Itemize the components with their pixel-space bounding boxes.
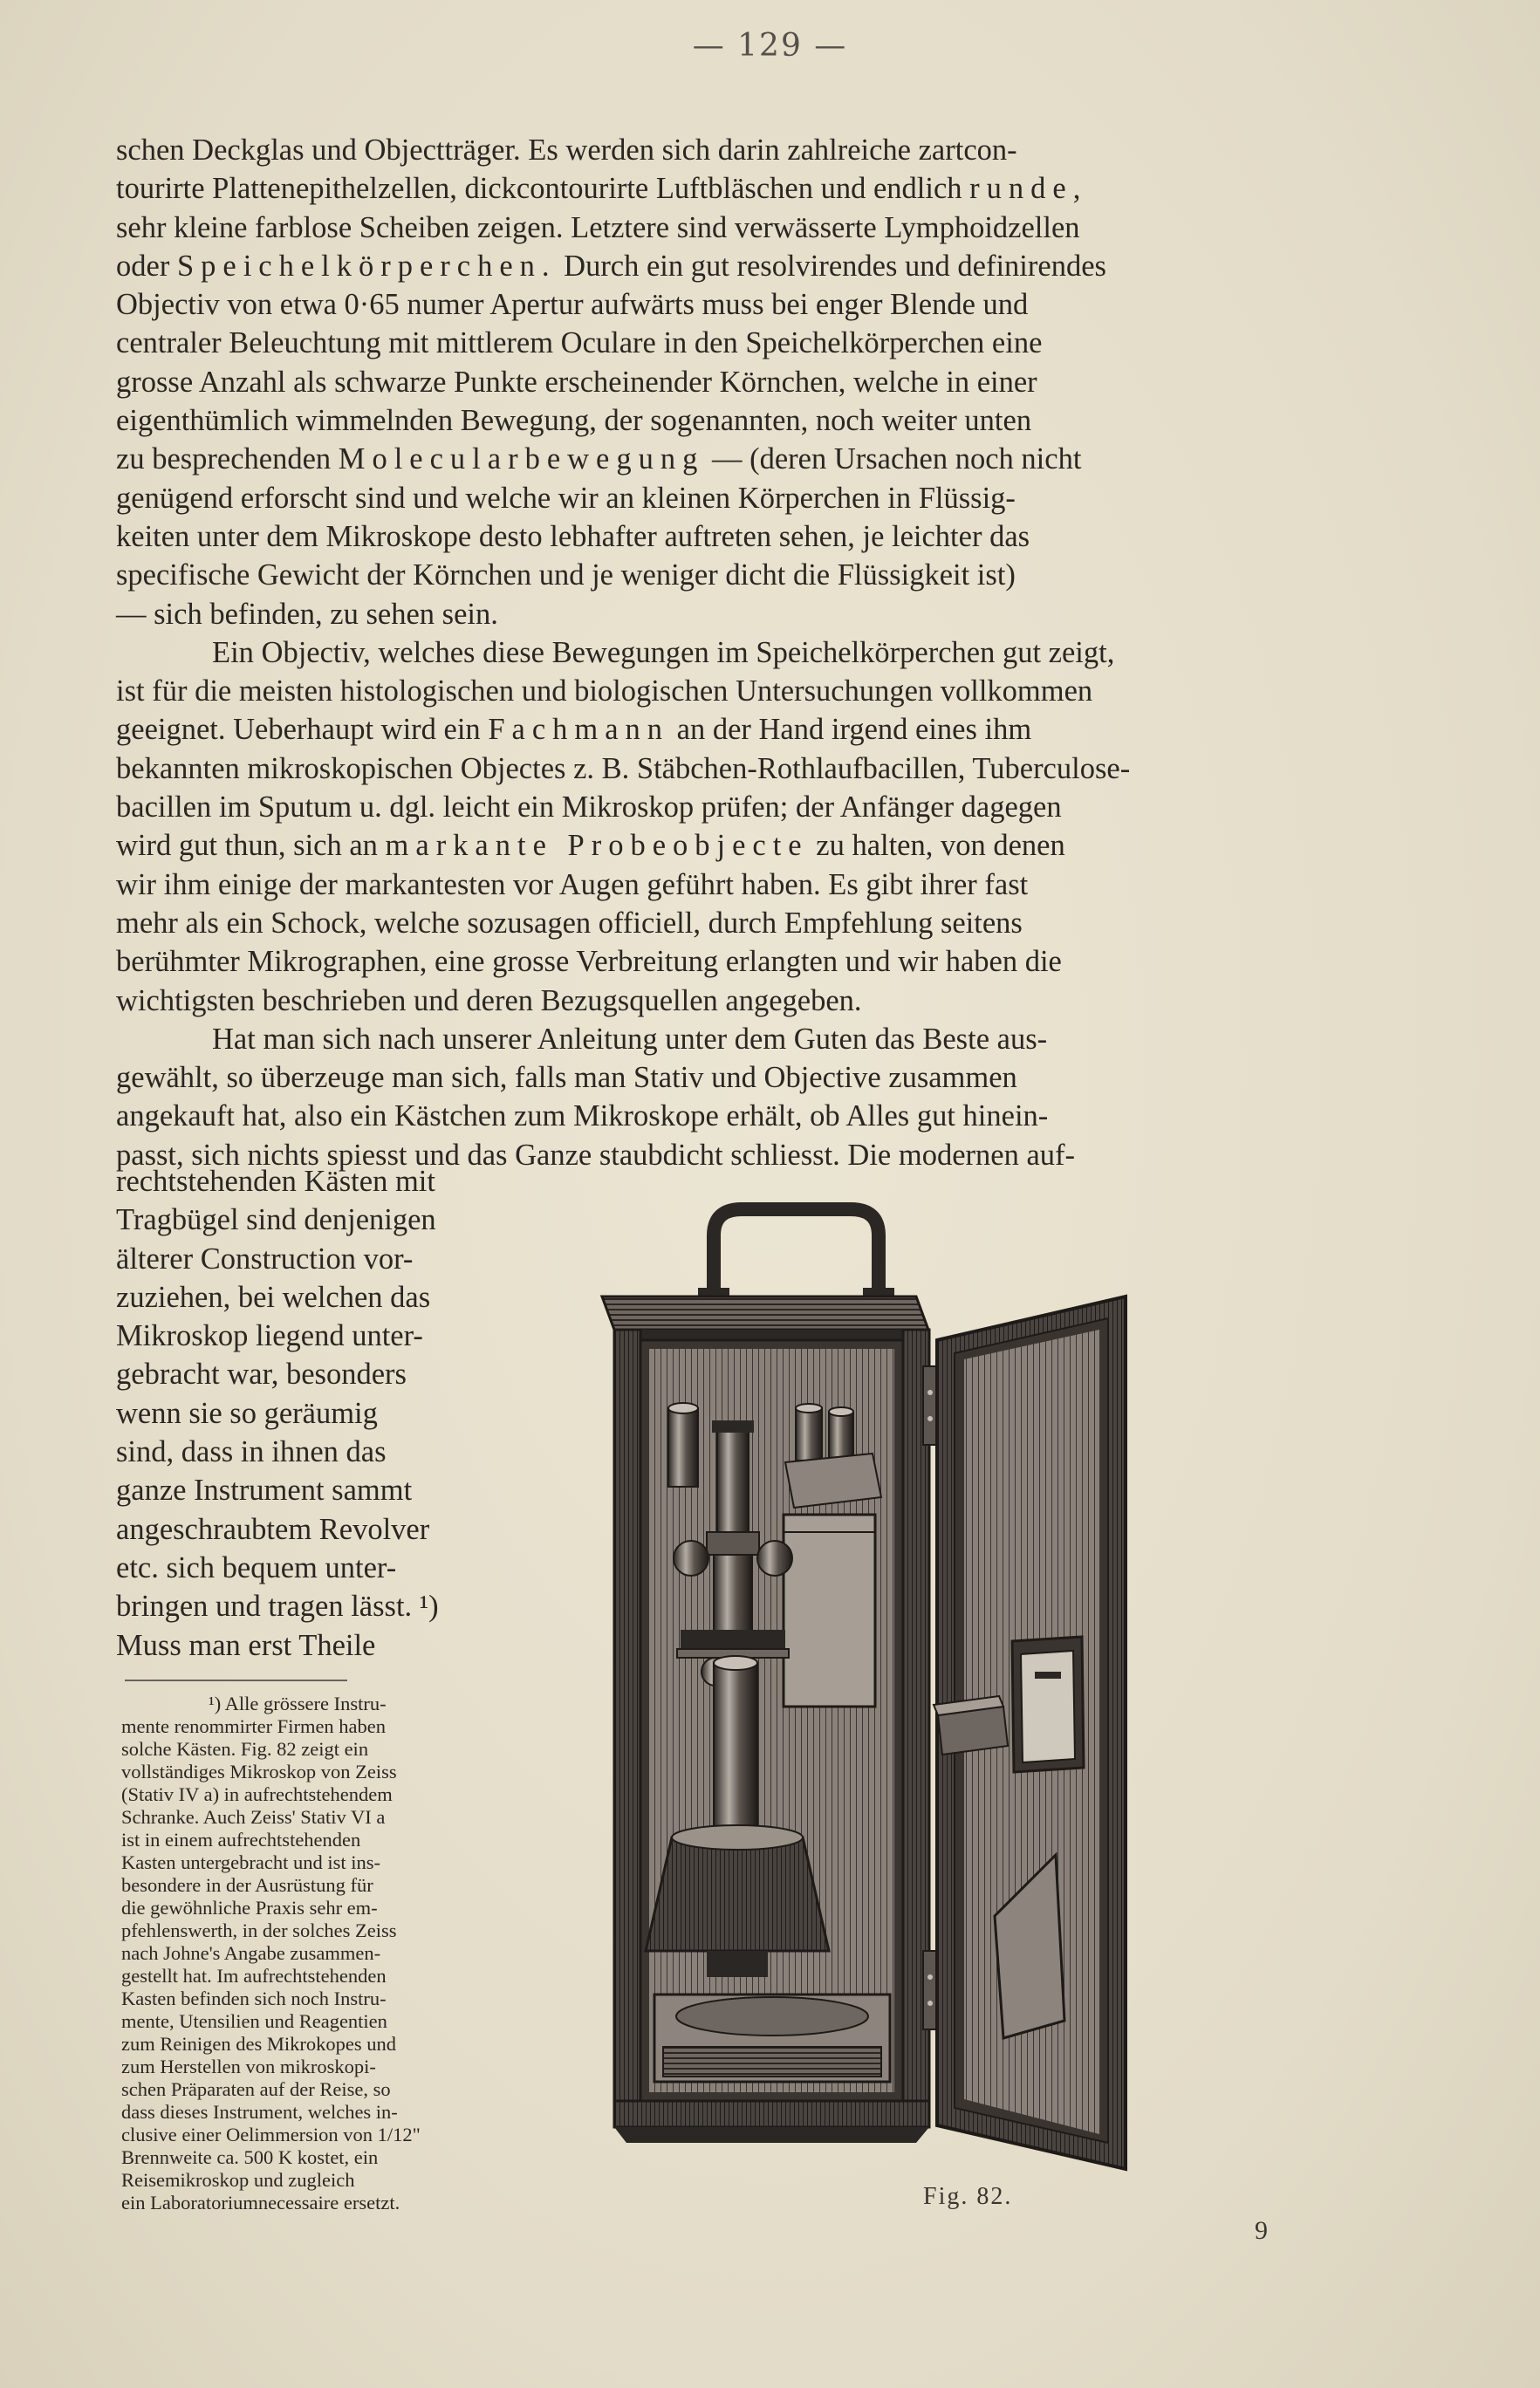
text-line: rechtstehenden Kästen mit [116, 1165, 435, 1198]
text-line: Objectiv von etwa 0·65 numer Apertur aufwärts muss bei enger Blende und [116, 288, 1029, 322]
text-line: centraler Beleuchtung mit mittlerem Oculare in den Speichelkörperchen eine [116, 326, 1043, 360]
footnote-line: ein Laboratoriumnecessaire ersetzt. [121, 2192, 400, 2214]
footnote-line: nach Johne's Angabe zusammen- [121, 1942, 381, 1964]
text-line: zuziehen, bei welchen das [116, 1280, 431, 1314]
text-line: mehr als ein Schock, welche sozusagen officiell, durch Empfehlung seitens [116, 906, 1023, 940]
text-line: wichtigsten beschrieben und deren Bezugsquellen angegeben. [116, 983, 862, 1017]
text-line: keiten unter dem Mikroskope desto lebhafter auftreten sehen, je leichter das [116, 519, 1030, 553]
footnote-line: mente renommirter Firmen haben [121, 1715, 387, 1737]
text-line: geeignet. Ueberhaupt wird ein Fachmann an der Hand irgend eines ihm [116, 713, 1032, 747]
footnote-line: die gewöhnliche Praxis sehr em- [121, 1897, 378, 1919]
text-line: wir ihm einige der markantesten vor Augen geführt haben. Es gibt ihrer fast [116, 867, 1029, 901]
text-line: eigenthümlich wimmelnden Bewegung, der sogenannten, noch weiter unten [116, 404, 1032, 438]
text-line: genügend erforscht sind und welche wir an kleinen Körperchen in Flüssig- [116, 481, 1016, 515]
text-line: wenn sie so geräumig [116, 1396, 378, 1430]
body-text-full-width [116, 131, 1401, 1174]
bottom-drawer [654, 1995, 890, 2082]
text-line: bringen und tragen lässt. ¹) [116, 1590, 439, 1624]
footnote-line: mente, Utensilien und Reagentien [121, 2010, 387, 2032]
footnote-line: pfehlenswerth, in der solches Zeiss [121, 1919, 397, 1941]
footnote-line: Kasten befinden sich noch Instru- [121, 1988, 387, 2009]
emphasis-molecularbewegung: Molecularbewegung [338, 442, 705, 476]
text-line: zu besprechenden Molecularbewegung — (deren Ursachen noch nicht [116, 442, 1082, 476]
footnote-line: schen Präparaten auf der Reise, so [121, 2078, 391, 2100]
footnote-line: Kasten untergebracht und ist ins- [121, 1851, 381, 1873]
text-line: angekauft hat, also ein Kästchen zum Mikroskope erhält, ob Alles gut hinein- [116, 1099, 1049, 1133]
text-line: angeschraubtem Revolver [116, 1512, 430, 1546]
text-line: specifische Gewicht der Körnchen und je weniger dicht die Flüssigkeit ist) [116, 558, 1016, 592]
text-line: tourirte Plattenepithelzellen, dickcontourirte Luftbläschen und endlich runde, [116, 172, 1088, 206]
text-line: grosse Anzahl als schwarze Punkte erscheinender Körnchen, welche in einer [116, 365, 1037, 399]
figure-caption: Fig. 82. [923, 2183, 1013, 2210]
emphasis-fachmann: Fachmann [488, 713, 670, 747]
footnote-line: ist in einem aufrechtstehenden [121, 1829, 361, 1851]
text-line: — sich befinden, zu sehen sein. [116, 597, 498, 631]
footnote-line: zum Herstellen von mikroskopi- [121, 2056, 376, 2077]
footnote-line: solche Kästen. Fig. 82 zeigt ein [121, 1738, 369, 1760]
emphasis-speichelkoerperchen: Speichelkörperchen. [176, 249, 557, 283]
carry-handle [698, 1209, 894, 1307]
text-line: berühmter Mikrographen, eine grosse Verbreitung erlangten und wir haben die [116, 945, 1062, 979]
footnote-line: vollständiges Mikroskop von Zeiss [121, 1761, 397, 1782]
text-line: bacillen im Sputum u. dgl. leicht ein Mikroskop prüfen; der Anfänger dagegen [116, 790, 1062, 825]
text-line: passt, sich nichts spiesst und das Ganze staubdicht schliesst. Die modernen auf- [116, 1138, 1075, 1172]
text-line: älterer Construction vor- [116, 1242, 414, 1276]
emphasis-markante-probeobjecte: markante Probeobjecte [385, 829, 809, 863]
footnote-line: clusive einer Oelimmersion von 1/12" [121, 2124, 421, 2145]
running-head: — 129 — [692, 28, 848, 64]
text-line: schen Deckglas und Objectträger. Es werden sich darin zahlreiche zartcon- [116, 133, 1017, 167]
text-line: Tragbügel sind denjenigen [116, 1203, 436, 1237]
footnote-line: Brennweite ca. 500 K kostet, ein [121, 2146, 379, 2168]
text-line: etc. sich bequem unter- [116, 1550, 397, 1584]
footnote-rule [125, 1680, 347, 1681]
text-line: Mikroskop liegend unter- [116, 1319, 423, 1353]
figure-82-microscope-cabinet [593, 1166, 1405, 2197]
text-line: ist für die meisten histologischen und biologischen Untersuchungen vollkommen [116, 674, 1093, 708]
paragraph-3-continued [116, 1162, 544, 1665]
footnote-line: Reisemikroskop und zugleich [121, 2169, 355, 2191]
text-line: sehr kleine farblose Scheiben zeigen. Letztere sind verwässerte Lymphoidzellen [116, 210, 1080, 244]
door-case [1012, 1637, 1084, 1772]
emphasis-runde: runde, [969, 172, 1088, 206]
accessory-box [784, 1515, 875, 1707]
paragraph-1 [116, 131, 1401, 633]
text-line: wird gut thun, sich an markante Probeobjecte zu halten, von denen [116, 829, 1065, 863]
footnote-line: zum Reinigen des Mikrokopes und [121, 2033, 396, 2055]
body-text-narrow-column [116, 1162, 544, 1665]
text-line: oder Speichelkörperchen. Durch ein gut resolvirendes und definirendes [116, 249, 1106, 283]
footnote-text [121, 1693, 545, 2214]
footnote-line: (Stativ IV a) in aufrechtstehendem [121, 1783, 393, 1805]
footnote-line: ¹) Alle grössere Instru- [209, 1693, 387, 1714]
door-block [934, 1696, 1008, 1755]
text-line: gewählt, so überzeuge man sich, falls man Stativ und Objective zusammen [116, 1061, 1017, 1095]
text-line: gebracht war, besonders [116, 1358, 407, 1392]
signature-mark: 9 [1255, 2216, 1268, 2245]
paragraph-3 [116, 1020, 1401, 1174]
text-line: ganze Instrument sammt [116, 1474, 413, 1508]
paragraph-2 [116, 633, 1401, 1020]
text-line: sind, dass in ihnen das [116, 1435, 387, 1469]
footnote-line: gestellt hat. Im aufrechtstehenden [121, 1965, 387, 1987]
footnote-line: Schranke. Auch Zeiss' Stativ VI a [121, 1806, 386, 1828]
footnote [121, 1693, 545, 2214]
text-line: Ein Objectiv, welches diese Bewegungen im Speichelkörperchen gut zeigt, [212, 635, 1115, 669]
footnote-line: dass dieses Instrument, welches in- [121, 2101, 398, 2123]
footnote-line: besondere in der Ausrüstung für [121, 1874, 373, 1896]
text-line: Hat man sich nach unserer Anleitung unter dem Guten das Beste aus- [212, 1022, 1048, 1056]
text-line: bekannten mikroskopischen Objectes z. B. Stäbchen-Rothlaufbacillen, Tuberculose- [116, 751, 1131, 785]
cabinet-top [602, 1297, 928, 1340]
text-line: Muss man erst Theile [116, 1628, 376, 1662]
